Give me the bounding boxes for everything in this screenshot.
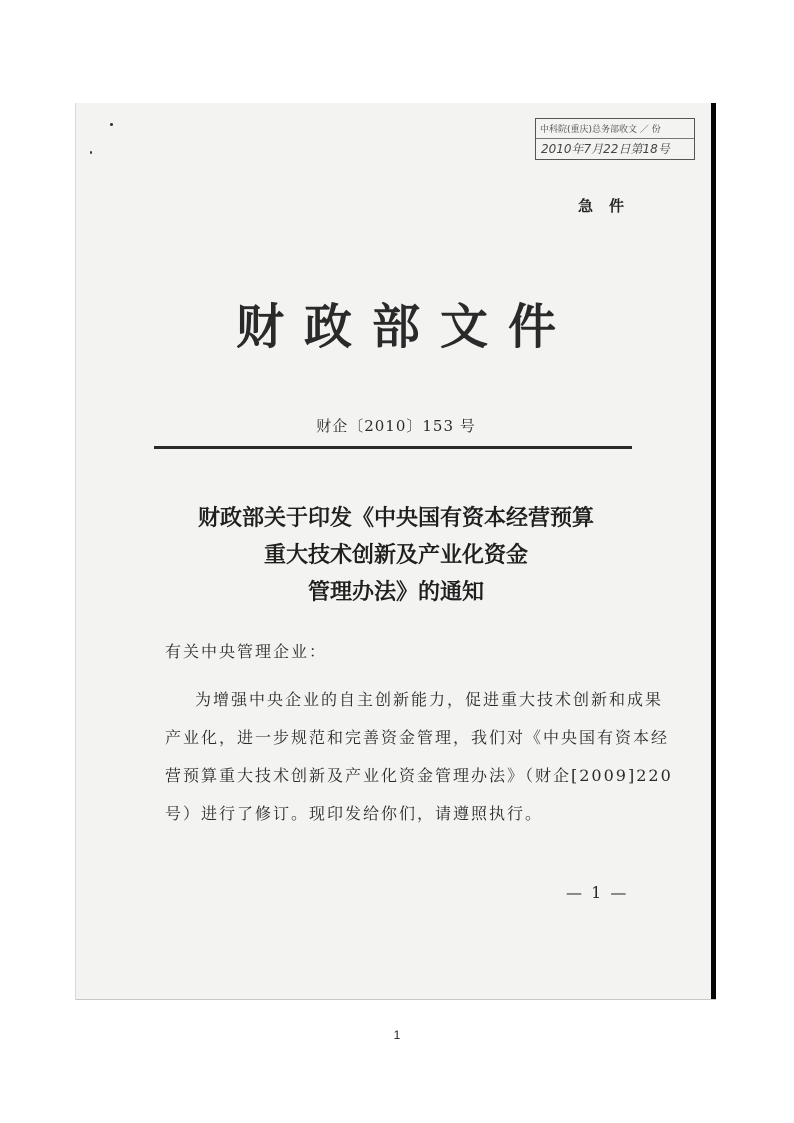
notice-subject <box>76 500 716 611</box>
body-line: 产业化，进一步规范和完善资金管理，我们对《中央国有资本经 <box>165 728 670 747</box>
notice-body <box>165 681 673 833</box>
subject-line: 财政部关于印发《中央国有资本经营预算 <box>197 505 594 531</box>
scan-speck <box>110 123 113 126</box>
subject-line: 重大技术创新及产业化资金 <box>263 542 528 568</box>
document-title: 财政部文件 <box>235 299 576 355</box>
body-line: 营预算重大技术创新及产业化资金管理办法》（财企[2009]220 <box>165 766 673 785</box>
header-divider <box>154 446 632 449</box>
addressee: 有关中央管理企业： <box>165 642 328 661</box>
page-number: 1 <box>393 1028 401 1042</box>
scanned-document-page <box>75 103 716 1000</box>
stamp-date-number: 2010年7月22日第18号 <box>541 142 670 156</box>
scan-speck <box>90 151 92 154</box>
stamp-receiver: 中科院(重庆)总务部收文 ／ 份 <box>536 121 694 139</box>
body-line: 号）进行了修订。现印发给你们，请遵照执行。 <box>165 804 544 823</box>
document-number: 财企〔2010〕153 号 <box>316 417 476 435</box>
received-stamp <box>535 118 695 160</box>
body-line: 为增强中央企业的自主创新能力，促进重大技术创新和成果 <box>195 690 664 709</box>
original-page-mark: — 1 — <box>566 883 629 902</box>
urgency-label: 急件 <box>578 197 641 215</box>
subject-line: 管理办法》的通知 <box>307 579 484 605</box>
